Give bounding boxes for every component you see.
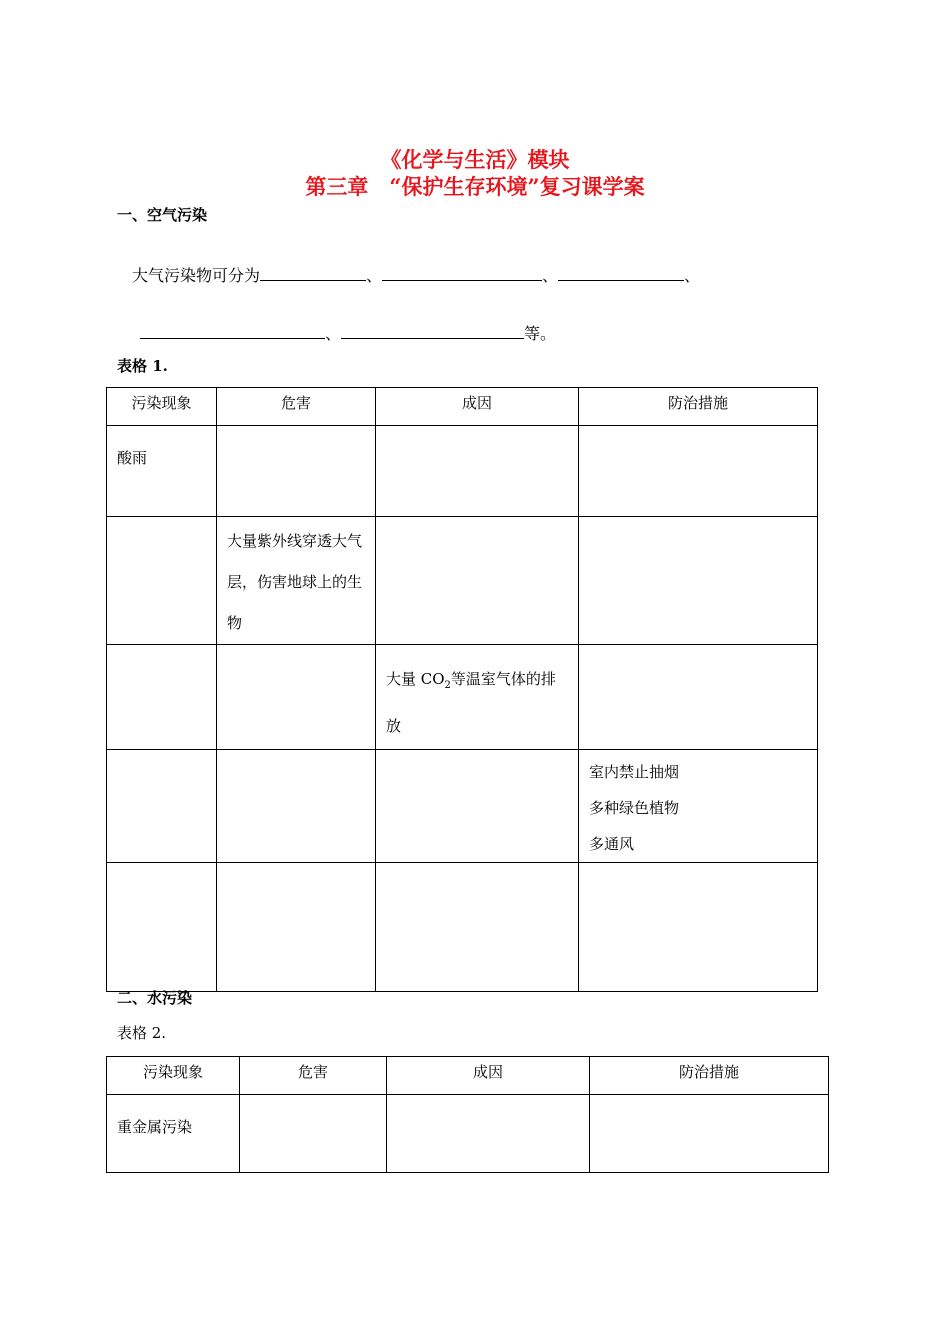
air-pollution-table [106,387,818,992]
table1-caption: 表格 1. [117,357,168,375]
header-phenomenon: 污染现象 [107,1057,240,1095]
blank-1[interactable] [260,262,366,281]
table-row [107,426,818,517]
header-harm: 危害 [217,388,376,426]
separator: 、 [684,266,701,285]
cell-measure[interactable] [579,426,818,517]
cell-harm: 大量紫外线穿透大气层，伤害地球上的生物 [217,517,376,645]
cell-harm[interactable] [217,426,376,517]
fill-line-1 [132,262,700,286]
blank-3[interactable] [558,262,684,281]
cell-phenomenon: 重金属污染 [107,1095,240,1173]
ending-text: 等。 [524,324,557,343]
cell-harm[interactable] [217,863,376,992]
table-row [107,645,818,750]
cell-cause[interactable] [376,426,579,517]
cell-measure[interactable] [579,863,818,992]
cell-cause[interactable] [376,863,579,992]
table2-caption: 表格 2. [117,1024,167,1042]
cell-measure[interactable] [579,645,818,750]
cell-measure[interactable] [590,1095,829,1173]
blank-4[interactable] [140,320,325,339]
measure-item: 多种绿色植物 [589,799,680,817]
cell-phenomenon[interactable] [107,750,217,863]
header-cause: 成因 [376,388,579,426]
measure-item: 多通风 [589,835,635,853]
cell-phenomenon[interactable] [107,517,217,645]
header-measure: 防治措施 [590,1057,829,1095]
table-row [107,1095,829,1173]
section-heading-air: 一、空气污染 [117,206,208,224]
cell-phenomenon: 酸雨 [107,426,217,517]
header-measure: 防治措施 [579,388,818,426]
table-row [107,750,818,863]
cell-phenomenon[interactable] [107,645,217,750]
blank-5[interactable] [341,320,524,339]
title-line-1: 《化学与生活》模块 [380,147,570,172]
separator: 、 [325,324,342,343]
measure-item: 室内禁止抽烟 [589,763,680,781]
separator: 、 [366,266,383,285]
blank-2[interactable] [382,262,542,281]
cell-cause[interactable] [376,750,579,863]
table-header-row [107,388,818,426]
cause-subscript: 2 [444,680,451,691]
cell-measure[interactable] [579,517,818,645]
cell-harm[interactable] [240,1095,387,1173]
cause-text-post: 等温室气体的排放 [386,670,556,735]
header-phenomenon: 污染现象 [107,388,217,426]
cell-measure [579,750,818,863]
cause-text-pre: 大量 CO [386,670,445,688]
section-heading-water: 二、水污染 [117,989,193,1007]
intro-text: 大气污染物可分为 [132,266,261,285]
water-pollution-table [106,1056,829,1173]
table-header-row [107,1057,829,1095]
cell-harm[interactable] [217,645,376,750]
cell-cause[interactable] [387,1095,590,1173]
cell-cause [376,645,579,750]
table-row [107,863,818,992]
separator: 、 [542,266,559,285]
cell-cause[interactable] [376,517,579,645]
fill-line-2 [140,320,556,344]
cell-phenomenon[interactable] [107,863,217,992]
cell-harm[interactable] [217,750,376,863]
table-row [107,517,818,645]
header-harm: 危害 [240,1057,387,1095]
header-cause: 成因 [387,1057,590,1095]
title-line-2: 第三章 “保护生存环境”复习课学案 [305,174,645,199]
